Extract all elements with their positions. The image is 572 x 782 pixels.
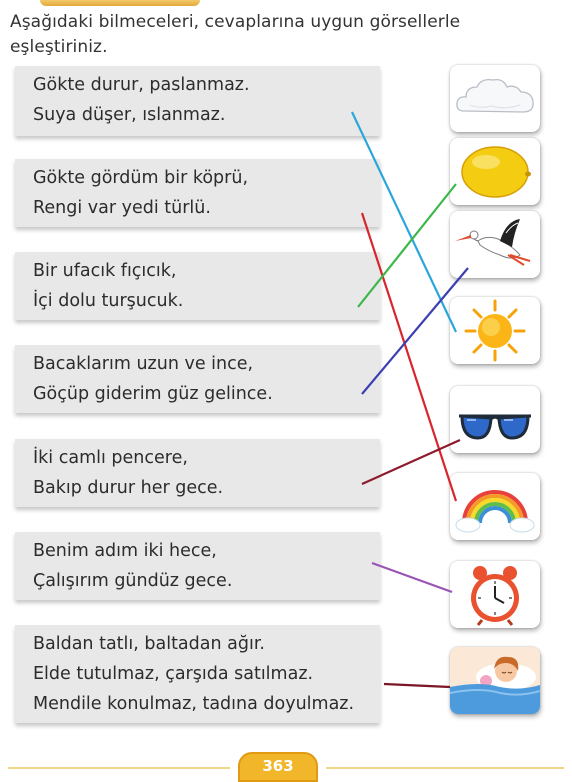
footer-rule-right xyxy=(326,767,564,769)
riddle-5-line-1: İki camlı pencere, xyxy=(33,448,188,468)
footer-rule-left xyxy=(8,767,230,769)
riddle-5-line-2: Bakıp durur her gece. xyxy=(33,478,224,498)
riddle-3-line-2: İçi dolu turşucuk. xyxy=(33,291,184,311)
riddle-4-line-1: Bacaklarım uzun ve ince, xyxy=(33,354,254,374)
picture-card-sleeping-child[interactable] xyxy=(450,647,540,714)
top-decoration xyxy=(40,0,200,6)
riddle-2-line-1: Gökte gördüm bir köprü, xyxy=(33,168,249,188)
instructions-text: Aşağıdaki bilmeceleri, cevaplarına uygun görsellerle eşleştiriniz. xyxy=(10,12,461,57)
riddle-7-line-3: Mendile konulmaz, tadına doyulmaz. xyxy=(33,694,355,714)
riddle-1-line-1: Gökte durur, paslanmaz. xyxy=(33,75,250,95)
picture-card-cloud[interactable] xyxy=(450,65,540,132)
page-number: 363 xyxy=(238,752,318,782)
riddle-box-1 xyxy=(15,66,380,136)
riddle-4-line-2: Göçüp giderim güz gelince. xyxy=(33,384,273,404)
riddle-box-6 xyxy=(15,532,380,600)
picture-card-rainbow[interactable] xyxy=(450,473,540,540)
match-line-7 xyxy=(384,684,450,687)
picture-card-sunglasses[interactable] xyxy=(450,386,540,453)
riddle-box-2 xyxy=(15,159,380,227)
riddle-box-5 xyxy=(15,439,380,507)
riddle-1-line-2: Suya düşer, ıslanmaz. xyxy=(33,105,226,125)
sleeping-child-icon xyxy=(450,647,540,714)
picture-card-stork[interactable] xyxy=(450,211,540,278)
match-line-6 xyxy=(372,563,452,592)
alarm-clock-icon xyxy=(450,561,540,628)
picture-card-alarm-clock[interactable] xyxy=(450,561,540,628)
picture-card-sun[interactable] xyxy=(450,297,540,364)
riddle-6-line-1: Benim adım iki hece, xyxy=(33,541,217,561)
riddle-3-line-1: Bir ufacık fıçıcık, xyxy=(33,261,177,281)
riddle-2-line-2: Rengi var yedi türlü. xyxy=(33,198,211,218)
riddle-box-3 xyxy=(15,252,380,320)
riddle-7-line-1: Baldan tatlı, baltadan ağır. xyxy=(33,634,265,654)
stork-icon xyxy=(450,211,540,278)
riddle-box-7 xyxy=(15,625,380,723)
riddle-box-4 xyxy=(15,345,380,413)
rainbow-icon xyxy=(450,473,540,540)
sunglasses-icon xyxy=(450,386,540,453)
riddle-6-line-2: Çalışırım gündüz gece. xyxy=(33,571,233,591)
sun-icon xyxy=(450,297,540,364)
riddle-7-line-2: Elde tutulmaz, çarşıda satılmaz. xyxy=(33,664,314,684)
cloud-icon xyxy=(450,65,540,132)
lemon-icon xyxy=(450,138,540,205)
picture-card-lemon[interactable] xyxy=(450,138,540,205)
